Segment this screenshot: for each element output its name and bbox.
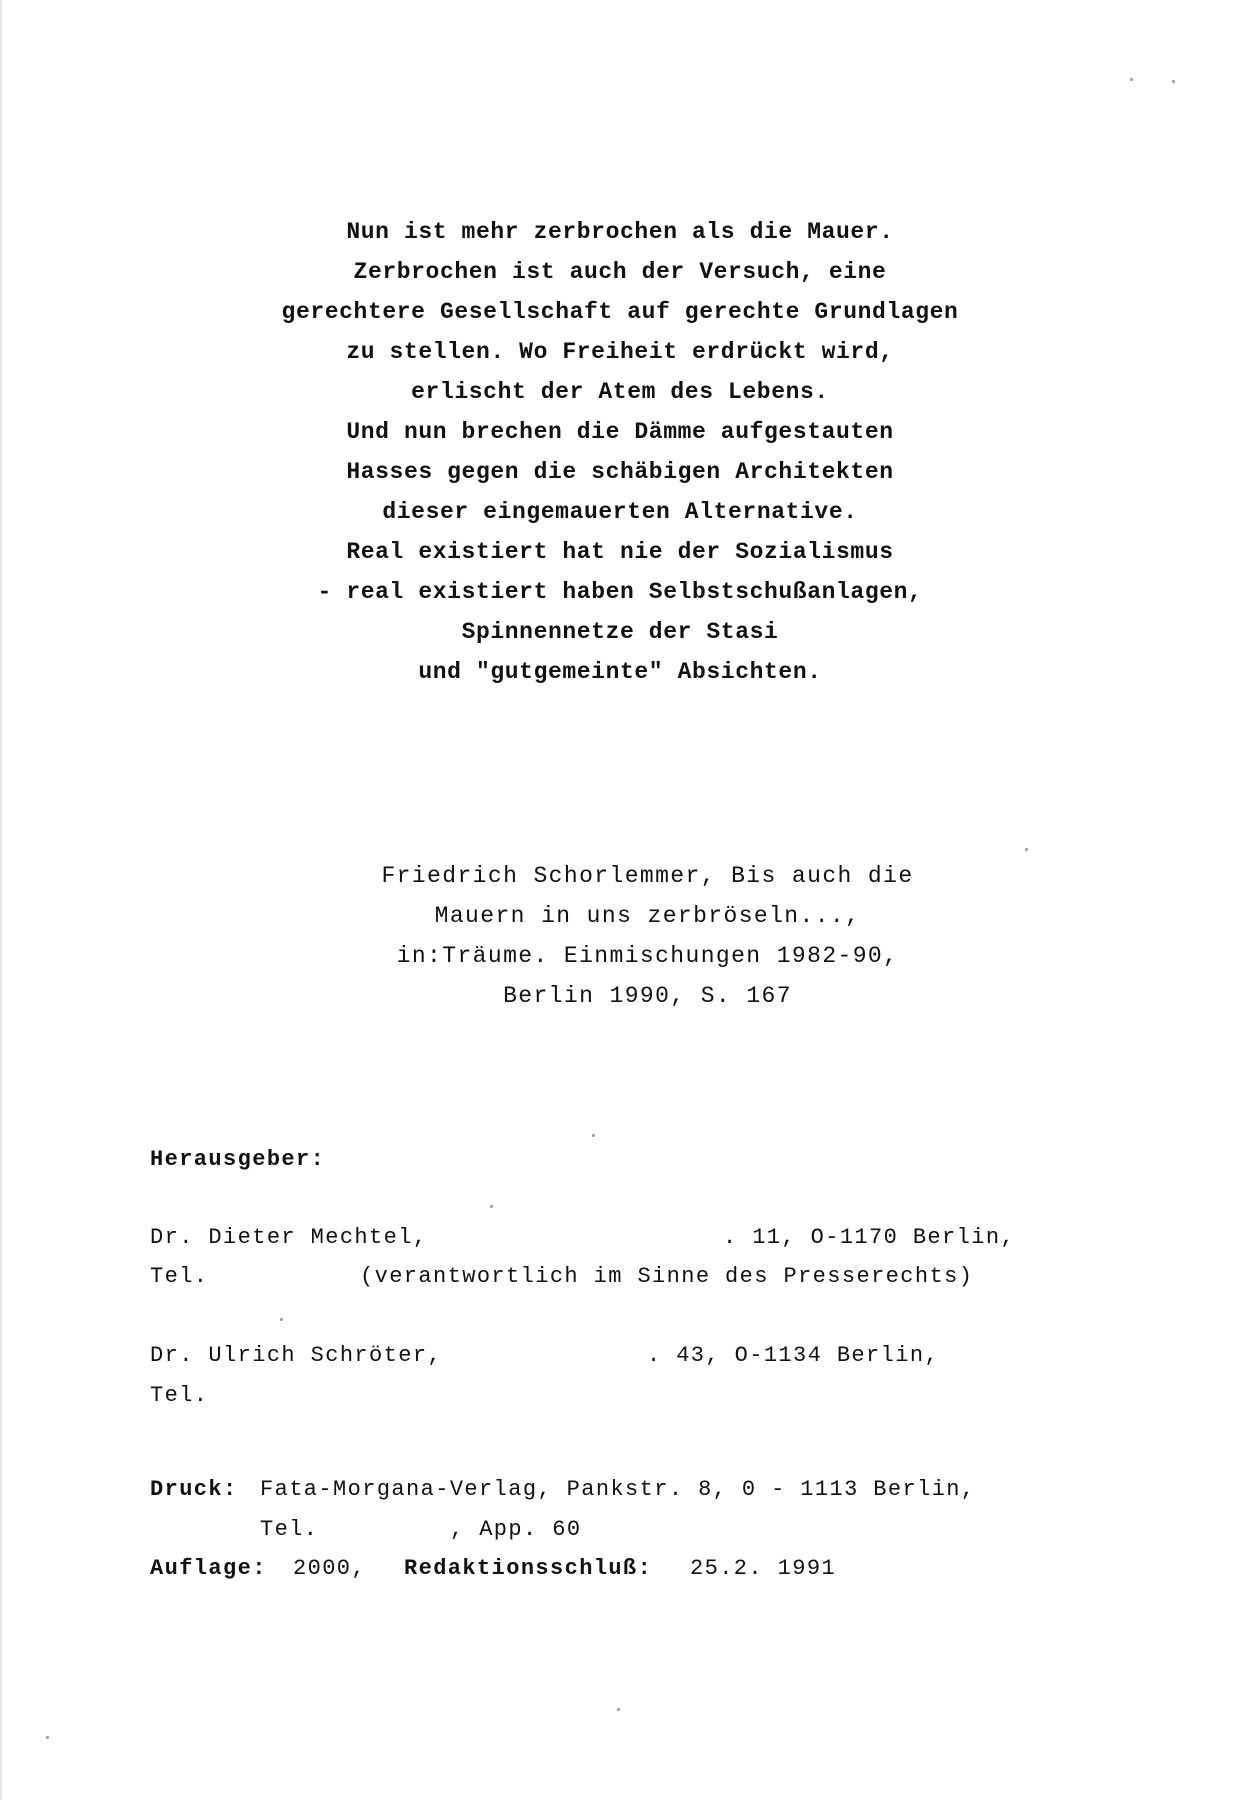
print-tel-label: Tel.	[260, 1517, 319, 1542]
quote-line: gerechtere Gesellschaft auf gerechte Grundlagen	[281, 299, 959, 325]
editor1-name: Dr. Dieter Mechtel,	[150, 1225, 428, 1250]
print-label: Druck:	[150, 1477, 238, 1502]
scan-speck	[1172, 80, 1175, 83]
quote-line: zu stellen. Wo Freiheit erdrückt wird,	[346, 339, 894, 365]
quote-line: und "gutgemeinte" Absichten.	[418, 659, 822, 685]
scan-speck	[617, 1708, 620, 1711]
scan-edge	[0, 0, 2, 1800]
scan-speck	[1130, 78, 1133, 81]
editor1-address: . 11, O-1170 Berlin,	[723, 1225, 1016, 1250]
quote-line: Nun ist mehr zerbrochen als die Mauer.	[346, 219, 894, 245]
citation-block	[320, 856, 975, 1016]
quote-block	[200, 212, 1040, 692]
editor2-tel-label: Tel.	[150, 1383, 209, 1408]
quote-line: Zerbrochen ist auch der Versuch, eine	[353, 259, 887, 285]
quote-line: Real existiert hat nie der Sozialismus	[346, 539, 894, 565]
quote-line: Und nun brechen die Dämme aufgestauten	[346, 419, 894, 445]
scan-speck	[490, 1205, 493, 1208]
deadline-label: Redaktionsschluß:	[404, 1556, 653, 1581]
citation-line: Berlin 1990, S. 167	[503, 983, 792, 1009]
scan-speck	[46, 1736, 49, 1739]
deadline-value: 25.2. 1991	[690, 1556, 837, 1581]
citation-line: in:Träume. Einmischungen 1982-90,	[396, 943, 899, 969]
editor2-address: . 43, O-1134 Berlin,	[647, 1343, 940, 1368]
publisher-heading: Herausgeber:	[150, 1147, 326, 1172]
print-extension: , App. 60	[450, 1517, 582, 1542]
quote-line: Spinnennetze der Stasi	[461, 619, 779, 645]
scan-speck	[592, 1134, 595, 1137]
scan-speck	[280, 1318, 283, 1321]
editor1-note: (verantwortlich im Sinne des Presserechts)	[360, 1264, 974, 1289]
edition-label: Auflage:	[150, 1556, 267, 1581]
citation-line: Mauern in uns zerbröseln...,	[434, 903, 861, 929]
quote-line: dieser eingemauerten Alternative.	[382, 499, 858, 525]
edition-value: 2000,	[293, 1556, 367, 1581]
quote-line: - real existiert haben Selbstschußanlagen,	[317, 579, 923, 605]
editor1-tel-label: Tel.	[150, 1264, 209, 1289]
print-text: Fata-Morgana-Verlag, Pankstr. 8, 0 - 1113 Berlin,	[260, 1477, 976, 1502]
citation-line: Friedrich Schorlemmer, Bis auch die	[381, 863, 914, 889]
scan-speck	[1025, 848, 1028, 851]
editor2-name: Dr. Ulrich Schröter,	[150, 1343, 443, 1368]
quote-line: Hasses gegen die schäbigen Architekten	[346, 459, 894, 485]
quote-line: erlischt der Atem des Lebens.	[411, 379, 829, 405]
